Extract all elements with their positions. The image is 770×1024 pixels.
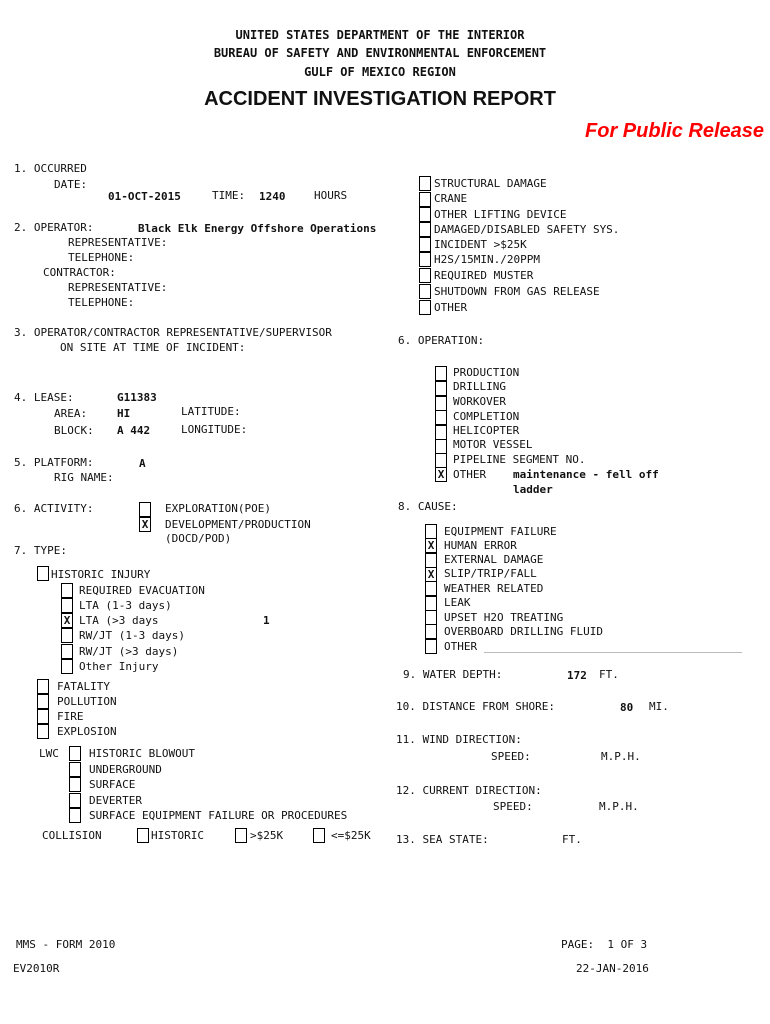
crane-label: CRANE (434, 192, 468, 205)
lta-1-3-label: LTA (1-3 days) (79, 599, 172, 612)
leak-label: LEAK (444, 596, 471, 609)
block-label: BLOCK: (54, 424, 94, 437)
sea-state-unit: FT. (562, 833, 582, 846)
current-speed-label: SPEED: (493, 800, 533, 813)
collision-historic-label: HISTORIC (151, 829, 204, 842)
explosion-label: EXPLOSION (57, 725, 117, 738)
operator-value: Black Elk Energy Offshore Operations (138, 222, 377, 235)
deverter-checkbox[interactable] (69, 793, 81, 808)
fire-checkbox[interactable] (37, 709, 49, 724)
operator-telephone-label: TELEPHONE: (68, 251, 135, 264)
cause-other-line (484, 652, 742, 653)
header-line-3: GULF OF MEXICO REGION (304, 65, 456, 79)
other-top-checkbox[interactable] (419, 300, 431, 315)
supervisor-label-line-1: 3. OPERATOR/CONTRACTOR REPRESENTATIVE/SUPERVISOR (14, 326, 332, 339)
block-value: A 442 (117, 424, 151, 437)
historic-blowout-checkbox[interactable] (69, 746, 81, 761)
workover-label: WORKOVER (453, 395, 506, 408)
drilling-checkbox[interactable] (435, 381, 447, 396)
upset-h2o-checkbox[interactable] (425, 610, 437, 625)
occurred-label: 1. OCCURRED (14, 162, 87, 175)
area-value: HI (117, 407, 131, 420)
pollution-checkbox[interactable] (37, 694, 49, 709)
production-label: PRODUCTION (453, 366, 520, 379)
latitude-label: LATITUDE: (181, 405, 241, 418)
damaged-safety-sys-label: DAMAGED/DISABLED SAFETY SYS. (434, 223, 620, 236)
report-title: ACCIDENT INVESTIGATION REPORT (204, 88, 556, 110)
lwc-label: LWC (39, 747, 59, 760)
human-error-label: HUMAN ERROR (444, 539, 517, 552)
surface-equipment-failure-label: SURFACE EQUIPMENT FAILURE OR PROCEDURES (89, 809, 348, 822)
shutdown-gas-release-checkbox[interactable] (419, 284, 431, 299)
fatality-label: FATALITY (57, 680, 110, 693)
shutdown-gas-release-label: SHUTDOWN FROM GAS RELEASE (434, 285, 600, 298)
cause-other-checkbox[interactable] (425, 639, 437, 654)
helicopter-checkbox[interactable] (435, 425, 447, 440)
required-evacuation-checkbox[interactable] (61, 583, 73, 598)
collision-label: COLLISION (42, 829, 102, 842)
weather-related-label: WEATHER RELATED (444, 582, 544, 595)
h2s-label: H2S/15MIN./20PPM (434, 253, 540, 266)
current-direction-label: 12. CURRENT DIRECTION: (396, 784, 542, 797)
lta-over-3-count: 1 (263, 614, 270, 627)
pipeline-segment-checkbox[interactable] (435, 453, 447, 468)
collision-over-25k-checkbox[interactable] (235, 828, 247, 843)
overboard-drilling-fluid-label: OVERBOARD DRILLING FLUID (444, 625, 603, 638)
historic-injury-label: HISTORIC INJURY (51, 568, 151, 581)
weather-related-checkbox[interactable] (425, 581, 437, 596)
operation-other-label: OTHER (453, 468, 487, 481)
crane-checkbox[interactable] (419, 192, 431, 207)
development-production-label: DEVELOPMENT/PRODUCTION (165, 518, 311, 531)
workover-checkbox[interactable] (435, 396, 447, 411)
h2s-checkbox[interactable] (419, 252, 431, 267)
underground-label: UNDERGROUND (89, 763, 162, 776)
lta-1-3-checkbox[interactable] (61, 598, 73, 613)
motor-vessel-checkbox[interactable] (435, 439, 447, 454)
required-muster-checkbox[interactable] (419, 268, 431, 283)
lta-over-3-label: LTA (>3 days (79, 614, 159, 627)
operation-other-text-1: maintenance - fell off (513, 468, 659, 481)
water-depth-value: 172 (567, 669, 587, 682)
operation-other-text-2: ladder (513, 483, 553, 496)
page-number: PAGE: 1 OF 3 (561, 938, 648, 951)
motor-vessel-label: MOTOR VESSEL (453, 438, 533, 451)
other-lifting-device-label: OTHER LIFTING DEVICE (434, 208, 567, 221)
incident-25k-label: INCIDENT >$25K (434, 238, 527, 251)
human-error-checkbox[interactable]: X (425, 538, 437, 553)
leak-checkbox[interactable] (425, 596, 437, 611)
cause-other-label: OTHER (444, 640, 478, 653)
time-value: 1240 (259, 190, 286, 203)
header-line-1: UNITED STATES DEPARTMENT OF THE INTERIOR (235, 28, 525, 42)
public-release-label: For Public Release (585, 120, 764, 142)
rwjt-over-3-label: RW/JT (>3 days) (79, 645, 179, 658)
development-production-checkbox[interactable]: X (139, 517, 151, 532)
helicopter-label: HELICOPTER (453, 424, 520, 437)
distance-from-shore-unit: MI. (649, 700, 669, 713)
structural-damage-checkbox[interactable] (419, 176, 431, 191)
rwjt-1-3-label: RW/JT (1-3 days) (79, 629, 185, 642)
completion-label: COMPLETION (453, 410, 520, 423)
collision-under-25k-label: <=$25K (331, 829, 371, 842)
other-injury-checkbox[interactable] (61, 659, 73, 674)
form-number: MMS - FORM 2010 (16, 938, 116, 951)
water-depth-label: 9. WATER DEPTH: (403, 668, 503, 681)
other-lifting-device-checkbox[interactable] (419, 207, 431, 222)
collision-under-25k-checkbox[interactable] (313, 828, 325, 843)
underground-checkbox[interactable] (69, 762, 81, 777)
date-label: DATE: (54, 178, 88, 191)
contractor-telephone-label: TELEPHONE: (68, 296, 135, 309)
external-damage-label: EXTERNAL DAMAGE (444, 553, 544, 566)
current-speed-unit: M.P.H. (599, 800, 639, 813)
rig-name-label: RIG NAME: (54, 471, 114, 484)
area-label: AREA: (54, 407, 88, 420)
lease-label: 4. LEASE: (14, 391, 74, 404)
surface-checkbox[interactable] (69, 777, 81, 792)
lta-over-3-checkbox[interactable]: X (61, 613, 73, 628)
time-label: TIME: (212, 189, 246, 202)
production-checkbox[interactable] (435, 366, 447, 381)
date-value: 01-OCT-2015 (108, 190, 181, 203)
surface-label: SURFACE (89, 778, 136, 791)
longitude-label: LONGITUDE: (181, 423, 248, 436)
wind-speed-label: SPEED: (491, 750, 531, 763)
report-date: 22-JAN-2016 (576, 962, 649, 975)
operation-other-checkbox[interactable]: X (435, 467, 447, 482)
structural-damage-label: STRUCTURAL DAMAGE (434, 177, 547, 190)
slip-trip-fall-label: SLIP/TRIP/FALL (444, 567, 537, 580)
equipment-failure-checkbox[interactable] (425, 524, 437, 539)
hours-label: HOURS (314, 189, 348, 202)
collision-historic-checkbox[interactable] (137, 828, 149, 843)
header-line-2: BUREAU OF SAFETY AND ENVIRONMENTAL ENFORCEMENT (213, 46, 547, 60)
sea-state-label: 13. SEA STATE: (396, 833, 489, 846)
platform-value: A (139, 457, 146, 470)
fatality-checkbox[interactable] (37, 679, 49, 694)
deverter-label: DEVERTER (89, 794, 142, 807)
exploration-checkbox[interactable] (139, 502, 151, 517)
required-evacuation-label: REQUIRED EVACUATION (79, 584, 205, 597)
report-code: EV2010R (13, 962, 60, 975)
historic-injury-checkbox[interactable] (37, 566, 49, 581)
docd-pod-label: (DOCD/POD) (165, 532, 232, 545)
lease-value: G11383 (117, 391, 157, 404)
upset-h2o-label: UPSET H2O TREATING (444, 611, 564, 624)
water-depth-unit: FT. (599, 668, 619, 681)
platform-label: 5. PLATFORM: (14, 456, 94, 469)
pollution-label: POLLUTION (57, 695, 117, 708)
wind-speed-unit: M.P.H. (601, 750, 641, 763)
wind-direction-label: 11. WIND DIRECTION: (396, 733, 522, 746)
operator-label: 2. OPERATOR: (14, 221, 94, 234)
overboard-drilling-fluid-checkbox[interactable] (425, 624, 437, 639)
incident-25k-checkbox[interactable] (419, 237, 431, 252)
slip-trip-fall-checkbox[interactable]: X (425, 567, 437, 582)
operation-label: 6. OPERATION: (398, 334, 485, 347)
operator-representative-label: REPRESENTATIVE: (68, 236, 168, 249)
other-injury-label: Other Injury (79, 660, 159, 673)
completion-checkbox[interactable] (435, 410, 447, 425)
fire-label: FIRE (57, 710, 84, 723)
rwjt-over-3-checkbox[interactable] (61, 644, 73, 659)
historic-blowout-label: HISTORIC BLOWOUT (89, 747, 195, 760)
contractor-representative-label: REPRESENTATIVE: (68, 281, 168, 294)
cause-label: 8. CAUSE: (398, 500, 458, 513)
collision-over-25k-label: >$25K (250, 829, 284, 842)
pipeline-segment-label: PIPELINE SEGMENT NO. (453, 453, 586, 466)
explosion-checkbox[interactable] (37, 724, 49, 739)
equipment-failure-label: EQUIPMENT FAILURE (444, 525, 557, 538)
surface-equipment-failure-checkbox[interactable] (69, 808, 81, 823)
other-top-label: OTHER (434, 301, 468, 314)
external-damage-checkbox[interactable] (425, 553, 437, 568)
distance-from-shore-value: 80 (620, 701, 634, 714)
rwjt-1-3-checkbox[interactable] (61, 628, 73, 643)
type-label: 7. TYPE: (14, 544, 67, 557)
supervisor-label-line-2: ON SITE AT TIME OF INCIDENT: (60, 341, 246, 354)
contractor-label: CONTRACTOR: (43, 266, 116, 279)
required-muster-label: REQUIRED MUSTER (434, 269, 534, 282)
drilling-label: DRILLING (453, 380, 506, 393)
damaged-safety-sys-checkbox[interactable] (419, 222, 431, 237)
exploration-label: EXPLORATION(POE) (165, 502, 271, 515)
distance-from-shore-label: 10. DISTANCE FROM SHORE: (396, 700, 555, 713)
activity-label: 6. ACTIVITY: (14, 502, 94, 515)
